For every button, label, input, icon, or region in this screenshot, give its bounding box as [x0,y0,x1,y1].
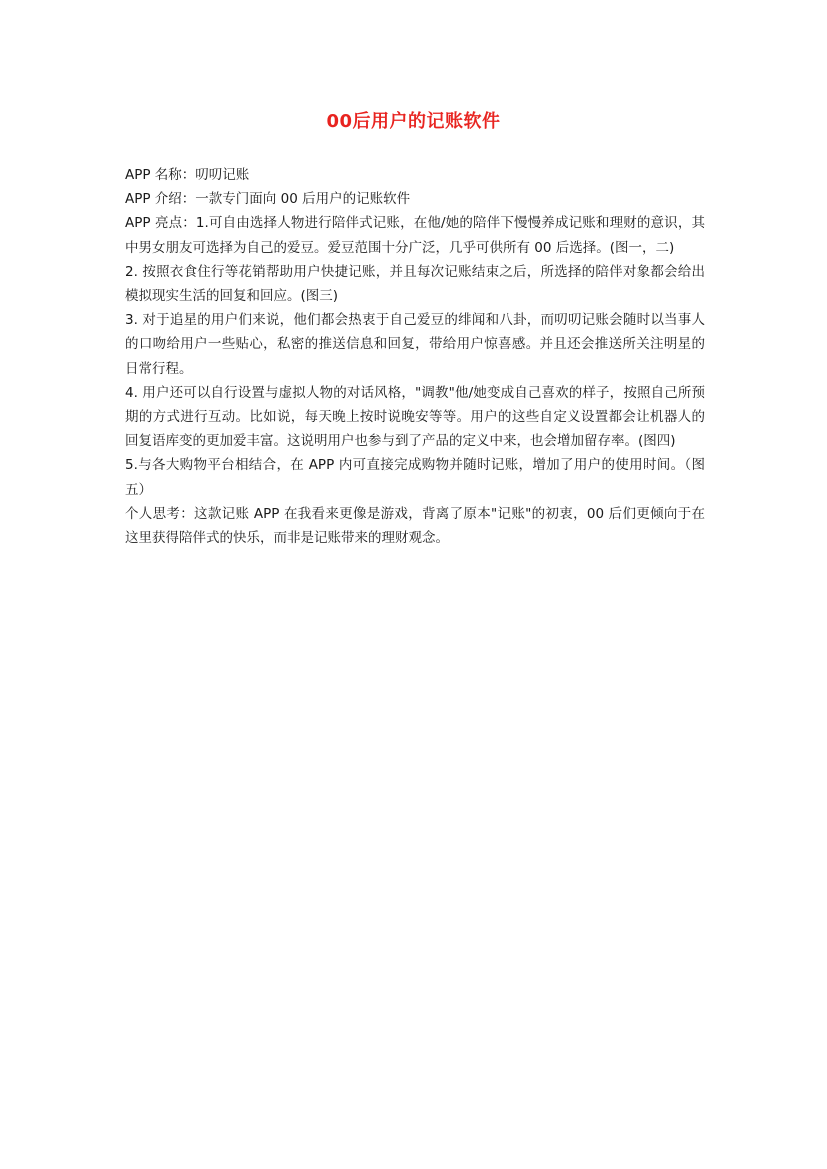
paragraph-app-name: APP 名称：叨叨记账 [125,167,250,183]
paragraph-highlight-3: 3. 对于追星的用户们来说，他们都会热衷于自己爱豆的绯闻和八卦，而叨叨记账会随时以当事人的口吻给用户一些贴心，私密的推送信息和回复，带给用户惊喜感。并且还会推送所关注明星的日常行程。 [125,312,705,377]
document-title: 00后用户的记账软件 [326,111,501,132]
paragraph-highlight-2: 2. 按照衣食住行等花销帮助用户快捷记账，并且每次记账结束之后，所选择的陪伴对象都会给出模拟现实生活的回复和回应。(图三) [125,263,705,305]
paragraph-highlight-4: 4. 用户还可以自行设置与虚拟人物的对话风格，"调教"他/她变成自己喜欢的样子，按照自己所预期的方式进行互动。比如说，每天晚上按时说晚安等等。用户的这些自定义设置都会让机器人的回复语库变的更加爱丰富。这说明用户也参与到了产品的定义中来，也会增加留存率。(图四) [125,384,705,450]
paragraph-personal-thoughts: 个人思考：这款记账 APP 在我看来更像是游戏，背离了原本"记账"的初衷，00 后们更倾向于在这里获得陪伴式的快乐，而非是记账带来的理财观念。 [125,505,705,547]
paragraph-highlight-5: 5.与各大购物平台相结合，在 APP 内可直接完成购物并随时记账，增加了用户的使用时间。（图五） [125,457,705,498]
paragraph-app-intro: APP 介绍：一款专门面向 00 后用户的记账软件 [125,191,411,208]
paragraph-highlight-1: APP 亮点：1.可自由选择人物进行陪伴式记账，在他/她的陪伴下慢慢养成记账和理财的意识，其中男女朋友可选择为自己的爱豆。爱豆范围十分广泛，几乎可供所有 00 后选择。(图一，二) [125,215,705,256]
document-body [125,163,705,550]
